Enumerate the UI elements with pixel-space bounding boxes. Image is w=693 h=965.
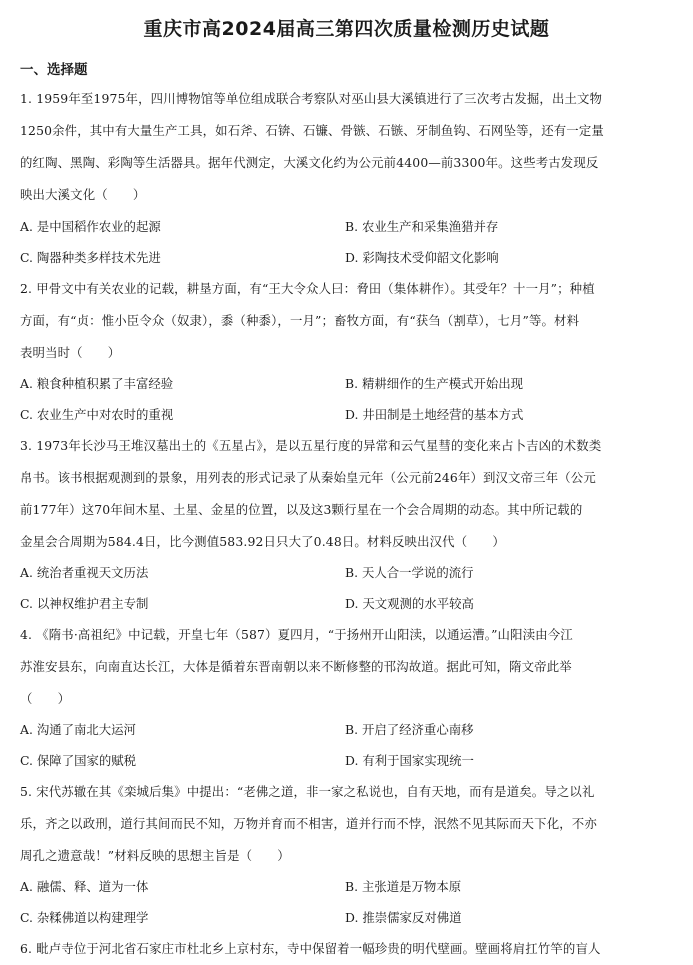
question-1-line-4: 映出大溪文化（ ） — [20, 187, 146, 202]
question-2-option-c: C. 农业生产中对农时的重视 — [20, 407, 174, 422]
question-3-line-1: 3. 1973年长沙马王堆汉墓出土的《五星占》，是以五星行度的异常和云气星彗的变化来占卜吉凶的术数类 — [20, 438, 602, 453]
question-3-option-b: B. 天人合一学说的流行 — [345, 565, 474, 580]
question-5-option-c: C. 杂糅佛道以构建理学 — [20, 910, 149, 925]
question-2-option-a: A. 粮食种植积累了丰富经验 — [20, 376, 174, 391]
question-5-option-b: B. 主张道是万物本原 — [345, 879, 462, 894]
question-4-line-2: 苏淮安县东，向南直达长江，大体是循着东晋南朝以来不断修整的邗沟故道。据此可知，隋文帝此举 — [20, 659, 572, 674]
question-5-option-d: D. 推崇儒家反对佛道 — [345, 910, 462, 925]
question-1-line-3: 的红陶、黑陶、彩陶等生活器具。据年代测定，大溪文化约为公元前4400—前3300年。这些考古发现反 — [20, 155, 599, 170]
question-3-option-d: D. 天文观测的水平较高 — [345, 596, 474, 611]
question-3-option-c: C. 以神权维护君主专制 — [20, 596, 149, 611]
question-6-line-1: 6. 毗卢寺位于河北省石家庄市杜北乡上京村东，寺中保留着一幅珍贵的明代壁画。壁画将肩扛竹竿的盲人 — [20, 941, 601, 956]
question-4-option-a: A. 沟通了南北大运河 — [20, 722, 136, 737]
question-1-option-a: A. 是中国稻作农业的起源 — [20, 219, 161, 234]
question-4-option-b: B. 开启了经济重心南移 — [345, 722, 474, 737]
question-1-option-b: B. 农业生产和采集渔猎并存 — [345, 219, 499, 234]
question-4-line-1: 4. 《隋书·高祖纪》中记载，开皇七年（587）夏四月，“于扬州开山阳渎，以通运漕。”山阳渎由今江 — [20, 627, 573, 642]
question-4-line-3: （ ） — [20, 691, 71, 706]
question-1-option-d: D. 彩陶技术受仰韶文化影响 — [345, 250, 499, 265]
question-3-option-a: A. 统治者重视天文历法 — [20, 565, 149, 580]
question-2-option-d: D. 井田制是土地经营的基本方式 — [345, 407, 524, 422]
question-5-line-2: 乐，齐之以政刑，道行其间而民不知，万物并育而不相害，道并行而不悖，泯然不见其际而天下化，不亦 — [20, 816, 597, 831]
question-2-line-1: 2. 甲骨文中有关农业的记载，耕垦方面，有“王大令众人曰：脅田（集体耕作）。其受年？十一月”；种植 — [20, 281, 595, 296]
question-5-option-a: A. 融儒、释、道为一体 — [20, 879, 149, 894]
question-3-line-4: 金星会合周期为584.4日，比今测值583.92日只大了0.48日。材料反映出汉代（ ） — [20, 534, 505, 549]
question-5-line-3: 周孔之遗意哉！”材料反映的思想主旨是（ ） — [20, 848, 290, 863]
question-5-line-1: 5. 宋代苏辙在其《栾城后集》中提出：“老佛之道，非一家之私说也，自有天地，而有是道矣。导之以礼 — [20, 784, 595, 799]
question-2-line-3: 表明当时（ ） — [20, 345, 121, 360]
page-title: 重庆市高2024届高三第四次质量检测历史试题 — [143, 18, 550, 40]
question-1-line-2: 1250余件，其中有大量生产工具，如石斧、石锛、石镰、骨镞、石镞、牙制鱼钩、石网坠等，还有一定量 — [20, 123, 604, 138]
question-1-option-c: C. 陶器种类多样技术先进 — [20, 250, 161, 265]
question-2-line-2: 方面，有“贞：惟小臣令众（奴隶），黍（种黍），一月”；畜牧方面，有“获刍（割草），七月”等。材料 — [20, 313, 580, 328]
question-4-option-d: D. 有利于国家实现统一 — [345, 753, 474, 768]
section-heading: 一、选择题 — [20, 62, 88, 78]
question-2-option-b: B. 精耕细作的生产模式开始出现 — [345, 376, 524, 391]
question-3-line-2: 帛书。该书根据观测到的景象，用列表的形式记录了从秦始皇元年（公元前246年）到汉文帝三年（公元 — [20, 470, 596, 485]
question-1-line-1: 1. 1959年至1975年，四川博物馆等单位组成联合考察队对巫山县大溪镇进行了三次考古发掘，出土文物 — [20, 91, 603, 106]
question-3-line-3: 前177年）这70年间木星、土星、金星的位置，以及这3颗行星在一个会合周期的动态。其中所记载的 — [20, 502, 583, 517]
question-4-option-c: C. 保障了国家的赋税 — [20, 753, 137, 768]
